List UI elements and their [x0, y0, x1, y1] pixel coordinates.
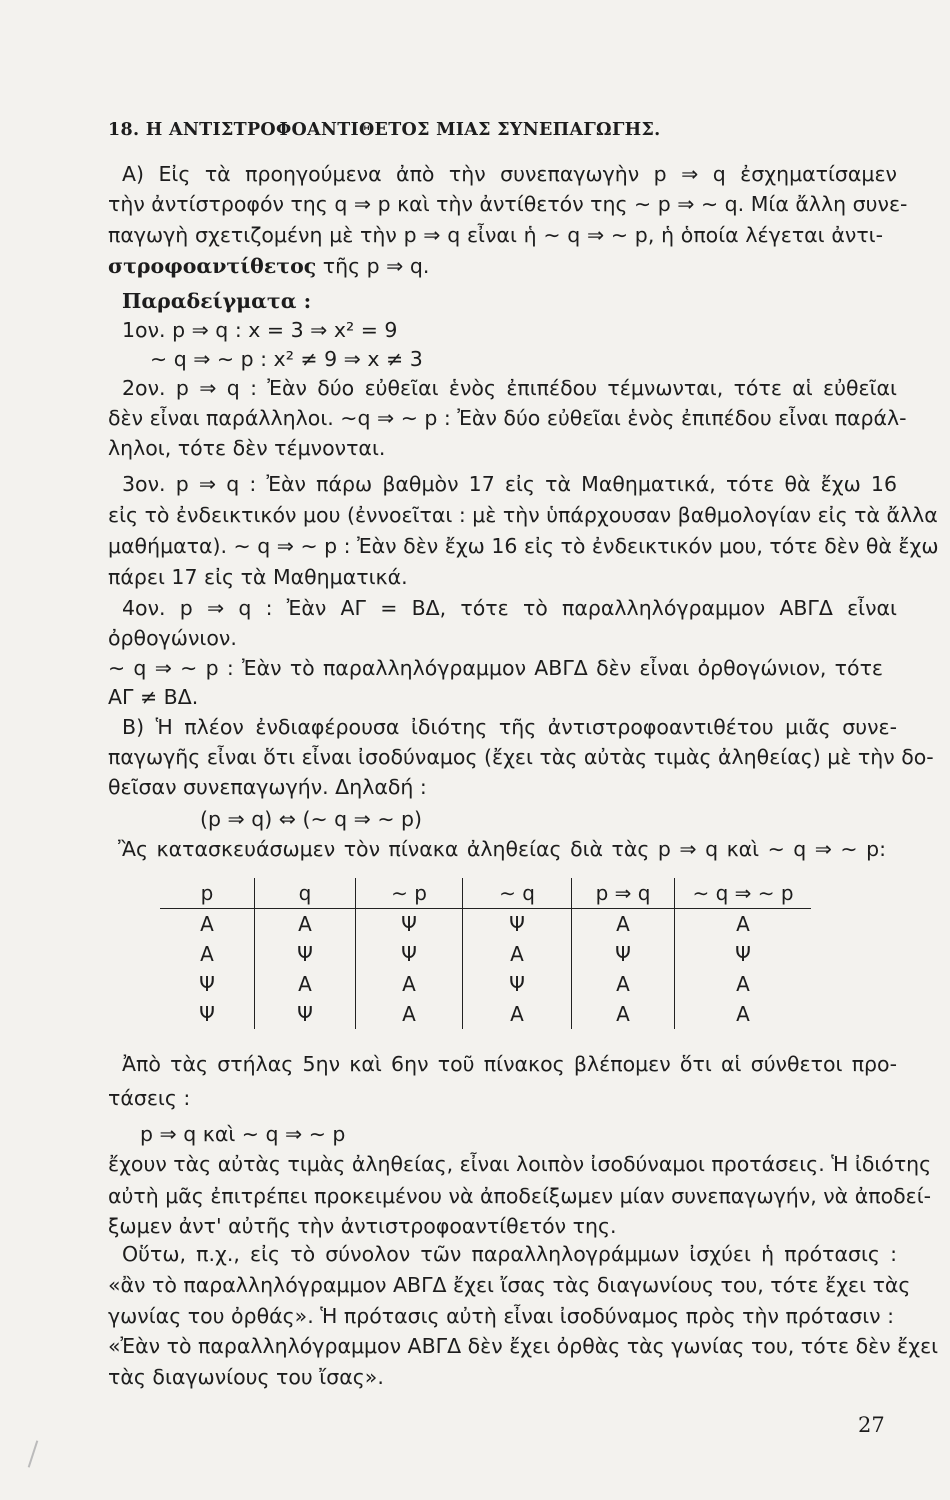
col-header-contrapositive: ∼ q ⇒ ∼ p — [675, 878, 812, 909]
table-cell: Α — [572, 909, 675, 940]
term-contrapositive: στροφοαντίθετος — [108, 254, 317, 278]
table-cell: Ψ — [255, 999, 356, 1029]
example-3-line-2: εἰς τὸ ἐνδεικτικόν μου (ἐννοεῖται : μὲ τὴν ὑπάρχουσαν βαθμολογίαν εἰς τὰ ἄλλα — [108, 503, 938, 527]
table-cell: Ψ — [356, 939, 463, 969]
table-cell: Α — [572, 999, 675, 1029]
table-cell: Ψ — [199, 1002, 215, 1026]
table-cell: Α — [675, 999, 812, 1029]
after-line-1: Ἀπὸ τὰς στήλας 5ην καὶ 6ην τοῦ πίνακος βλέπομεν ὅτι αἱ σύνθετοι προ- — [122, 1052, 897, 1076]
after-formula: p ⇒ q καὶ ∼ q ⇒ ∼ p — [140, 1122, 346, 1146]
section-heading: 18. Η ΑΝΤΙΣΤΡΟΦΟΑΝΤΙΘΕΤΟΣ ΜΙΑΣ ΣΥΝΕΠΑΓΩΓΗΣ. — [108, 120, 661, 140]
truth-table — [160, 878, 811, 1029]
table-cell: Ψ — [255, 939, 356, 969]
truth-table-header-row — [160, 878, 811, 909]
para-a-line-4 — [108, 252, 883, 281]
table-cell: Α — [463, 939, 572, 969]
examples-title: Παραδείγματα : — [122, 289, 312, 313]
table-row — [160, 999, 811, 1029]
table-cell: Ψ — [463, 909, 572, 940]
after-line-8: γωνίας του ὀρθάς». Ἡ πρότασις αὐτὴ εἶναι ἰσοδύναμος πρὸς τὴν πρότασιν : — [108, 1304, 895, 1328]
table-row — [160, 969, 811, 999]
example-3-line-4: πάρει 17 εἰς τὰ Μαθηματικά. — [108, 565, 408, 589]
col-header-not-p: ∼ p — [356, 878, 463, 909]
table-cell: Α — [356, 969, 463, 999]
table-cell: Α — [675, 909, 812, 940]
para-a-line-2: τὴν ἀντίστροφόν της q ⇒ p καὶ τὴν ἀντίθετόν της ∼ p ⇒ ∼ q. Μία ἄλλη συνε- — [108, 192, 908, 216]
col-header-q: q — [255, 878, 356, 909]
after-line-6: Οὕτω, π.χ., εἰς τὸ σύνολον τῶν παραλληλογράμμων ἰσχύει ἡ πρότασις : — [122, 1242, 897, 1266]
equivalence-formula: (p ⇒ q) ⇔ (∼ q ⇒ ∼ p) — [200, 807, 423, 831]
table-cell: Α — [572, 969, 675, 999]
table-cell: Α — [675, 969, 812, 999]
col-header-p: p — [160, 878, 255, 909]
example-1-line-1: 1ον. p ⇒ q : x = 3 ⇒ x² = 9 — [122, 318, 398, 342]
table-cell: Ψ — [572, 939, 675, 969]
table-row — [160, 909, 811, 940]
table-row — [160, 939, 811, 969]
example-3-line-1: 3ον. p ⇒ q : Ἐὰν πάρω βαθμὸν 17 εἰς τὰ Μαθηματικά, τότε θὰ ἔχω 16 — [122, 472, 897, 496]
table-cell: Α — [200, 912, 214, 936]
example-2-line-1: 2ον. p ⇒ q : Ἐὰν δύο εὐθεῖαι ἑνὸς ἐπιπέδου τέμνωνται, τότε αἱ εὐθεῖαι — [122, 376, 897, 400]
table-cell: Α — [255, 909, 356, 940]
example-4-line-2: ὀρθογώνιον. — [108, 626, 237, 650]
para-b-line-1: Β) Ἡ πλέον ἐνδιαφέρουσα ἰδιότης τῆς ἀντιστροφοαντιθέτου μιᾶς συνε- — [122, 715, 897, 739]
col-header-not-q: ∼ q — [463, 878, 572, 909]
after-line-10: τὰς διαγωνίους του ἴσας». — [108, 1365, 384, 1389]
para-b-line-3: θεῖσαν συνεπαγωγήν. Δηλαδή : — [108, 775, 427, 799]
para-a-line-4-rest: τῆς p ⇒ q. — [316, 254, 430, 278]
after-line-4: αὐτὴ μᾶς ἐπιτρέπει προκειμένου νὰ ἀποδείξωμεν μίαν συνεπαγωγήν, νὰ ἀποδεί- — [108, 1184, 932, 1208]
example-4-line-3: ∼ q ⇒ ∼ p : Ἐὰν τὸ παραλληλόγραμμον ΑΒΓΔ δὲν εἶναι ὀρθογώνιον, τότε — [108, 656, 883, 680]
table-cell: Ψ — [463, 969, 572, 999]
after-line-2: τάσεις : — [108, 1086, 191, 1110]
table-cell: Ψ — [675, 939, 812, 969]
table-cell: Α — [200, 942, 214, 966]
margin-pencil-mark — [28, 1440, 39, 1467]
table-cell: Α — [463, 999, 572, 1029]
table-cell: Α — [255, 969, 356, 999]
para-a-line-1: Α) Εἰς τὰ προηγούμενα ἀπὸ τὴν συνεπαγωγὴν p ⇒ q ἐσχηματίσαμεν — [122, 162, 897, 186]
example-3-line-3: μαθήματα). ∼ q ⇒ ∼ p : Ἐὰν δὲν ἔχω 16 εἰς τὸ ἐνδεικτικόν μου, τότε δὲν θὰ ἔχω — [108, 534, 939, 558]
after-line-7: «ἂν τὸ παραλληλόγραμμον ΑΒΓΔ ἔχει ἴσας τὰς διαγωνίους του, τότε ἔχει τὰς — [108, 1273, 911, 1297]
example-2-line-3: ληλοι, τότε δὲν τέμνονται. — [108, 436, 386, 460]
example-1-line-2: ∼ q ⇒ ∼ p : x² ≠ 9 ⇒ x ≠ 3 — [150, 347, 423, 371]
after-line-5: ξωμεν ἀντ' αὐτῆς τὴν ἀντιστροφοαντίθετόν της. — [108, 1214, 617, 1238]
table-cell: Α — [356, 999, 463, 1029]
table-cell: Ψ — [356, 909, 463, 940]
page-number: 27 — [858, 1413, 885, 1437]
para-b-line-4: Ἂς κατασκευάσωμεν τὸν πίνακα ἀληθείας διὰ τὰς p ⇒ q καὶ ∼ q ⇒ ∼ p: — [118, 837, 886, 861]
after-line-9: «Ἐὰν τὸ παραλληλόγραμμον ΑΒΓΔ δὲν ἔχει ὀρθὰς τὰς γωνίας του, τότε δὲν ἔχει — [108, 1334, 939, 1358]
para-b-line-2: παγωγῆς εἶναι ὅτι εἶναι ἰσοδύναμος (ἔχει τὰς αὐτὰς τιμὰς ἀληθείας) μὲ τὴν δο- — [108, 745, 934, 769]
example-2-line-2: δὲν εἶναι παράλληλοι. ∼q ⇒ ∼ p : Ἐὰν δύο εὐθεῖαι ἑνὸς ἐπιπέδου εἶναι παράλ- — [108, 406, 907, 430]
after-line-3: ἔχουν τὰς αὐτὰς τιμὰς ἀληθείας, εἶναι λοιπὸν ἰσοδύναμοι προτάσεις. Ἡ ἰδιότης — [108, 1152, 932, 1176]
example-4-line-4: ΑΓ ≠ ΒΔ. — [108, 685, 199, 709]
table-cell: Ψ — [199, 972, 215, 996]
para-a-line-3: παγωγὴ σχετιζομένη μὲ τὴν p ⇒ q εἶναι ἡ ∼ q ⇒ ∼ p, ἡ ὁποία λέγεται ἀντι- — [108, 223, 883, 247]
example-4-line-1: 4ον. p ⇒ q : Ἐὰν ΑΓ = ΒΔ, τότε τὸ παραλληλόγραμμον ΑΒΓΔ εἶναι — [122, 596, 897, 620]
col-header-p-implies-q: p ⇒ q — [572, 878, 675, 909]
